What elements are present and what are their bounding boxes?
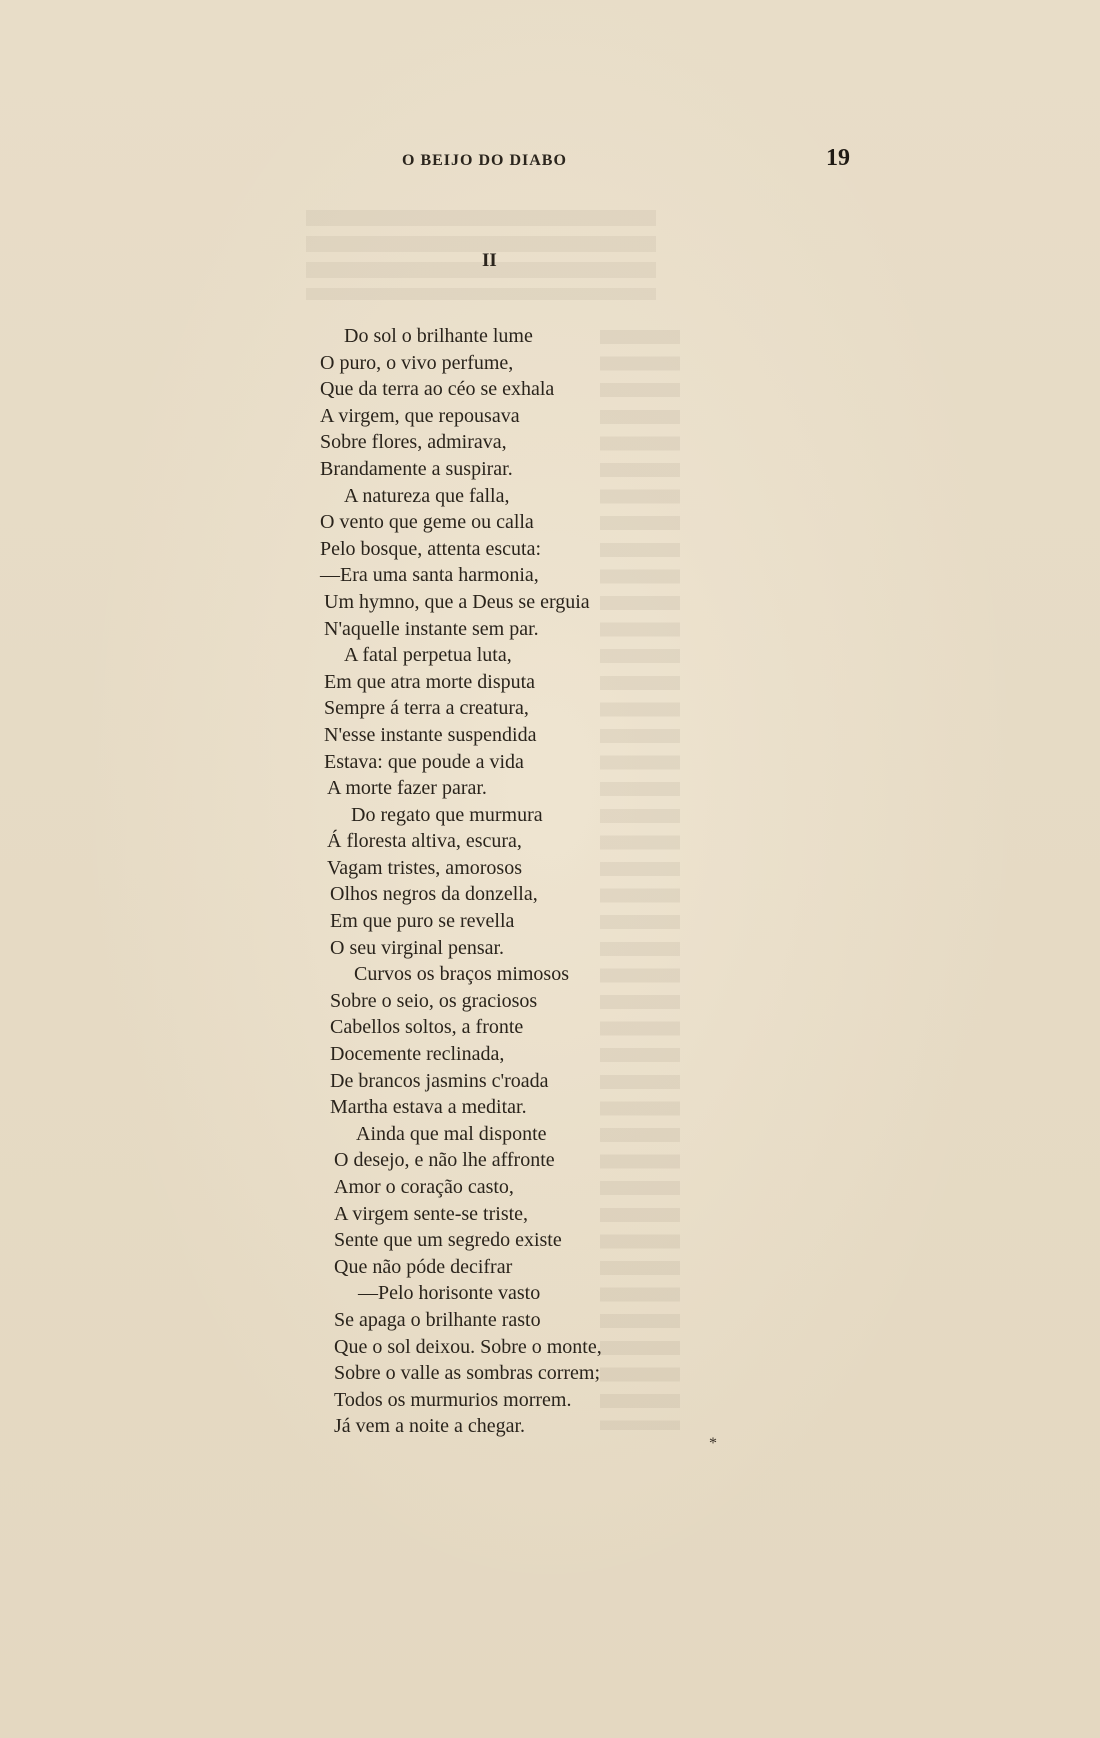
poem-line: Docemente reclinada, bbox=[330, 1043, 505, 1066]
poem-line: Em que atra morte disputa bbox=[324, 670, 536, 693]
poem-line: O desejo, e não lhe affronte bbox=[334, 1149, 555, 1172]
poem-line: Olhos negros da donzella, bbox=[330, 883, 538, 906]
show-through-text bbox=[600, 330, 680, 1430]
poem-line: A natureza que falla, bbox=[344, 484, 510, 507]
show-through-text bbox=[306, 210, 656, 300]
poem-line: A morte fazer parar. bbox=[327, 777, 487, 800]
poem-line: Sobre o valle as sombras correm; bbox=[334, 1362, 601, 1385]
poem-line: Sempre á terra a creatura, bbox=[324, 697, 529, 720]
poem-line: A fatal perpetua luta, bbox=[344, 644, 512, 667]
poem-line: Á floresta altiva, escura, bbox=[327, 830, 522, 853]
page-number: 19 bbox=[826, 145, 850, 171]
running-title: O BEIJO DO DIABO bbox=[402, 152, 567, 169]
poem-line: Sente que um segredo existe bbox=[334, 1229, 562, 1252]
poem-line: Que da terra ao céo se exhala bbox=[320, 378, 555, 401]
poem-line: Brandamente a suspirar. bbox=[320, 457, 513, 480]
poem-line: O puro, o vivo perfume, bbox=[320, 351, 514, 374]
poem-line: Curvos os braços mimosos bbox=[354, 963, 569, 986]
poem-line: —Pelo horisonte vasto bbox=[358, 1282, 541, 1305]
ornament-asterisk: * bbox=[709, 1435, 717, 1452]
poem-line: Cabellos soltos, a fronte bbox=[330, 1016, 524, 1039]
poem-line: Se apaga o brilhante rasto bbox=[334, 1308, 541, 1331]
poem-line: A virgem sente-se triste, bbox=[334, 1202, 529, 1225]
poem-line: Do sol o brilhante lume bbox=[344, 325, 533, 347]
poem-line: Sobre flores, admirava, bbox=[320, 431, 507, 454]
poem-line: Sobre o seio, os graciosos bbox=[330, 989, 538, 1012]
poem-line: N'aquelle instante sem par. bbox=[324, 617, 539, 640]
poem-line: A virgem, que repousava bbox=[320, 404, 520, 427]
poem-line: Amor o coração casto, bbox=[334, 1176, 514, 1198]
poem-line: N'esse instante suspendida bbox=[324, 723, 537, 746]
poem-line: Um hymno, que a Deus se erguia bbox=[324, 590, 590, 613]
poem-line: Em que puro se revella bbox=[330, 910, 515, 933]
poem-line: De brancos jasmins c'roada bbox=[330, 1069, 549, 1092]
section-number: II bbox=[482, 250, 497, 271]
poem-body bbox=[320, 323, 602, 1440]
poem-line: Estava: que poude a vida bbox=[324, 750, 524, 773]
poem-line: Já vem a noite a chegar. bbox=[334, 1415, 526, 1438]
poem-line: Martha estava a meditar. bbox=[330, 1096, 527, 1119]
poem-line: —Era uma santa harmonia, bbox=[320, 564, 539, 587]
poem-line: Que o sol deixou. Sobre o monte, bbox=[334, 1335, 602, 1358]
poem-line: Todos os murmurios morrem. bbox=[334, 1388, 572, 1411]
poem-line: Ainda que mal disponte bbox=[356, 1122, 547, 1145]
poem-line: Pelo bosque, attenta escuta: bbox=[320, 537, 542, 560]
poem-line: O vento que geme ou calla bbox=[320, 511, 534, 534]
poem-line: Que não póde decifrar bbox=[334, 1255, 513, 1278]
poem-line: Do regato que murmura bbox=[351, 803, 543, 826]
poem-line: O seu virginal pensar. bbox=[330, 936, 505, 959]
poem-line: Vagam tristes, amorosos bbox=[327, 856, 522, 879]
